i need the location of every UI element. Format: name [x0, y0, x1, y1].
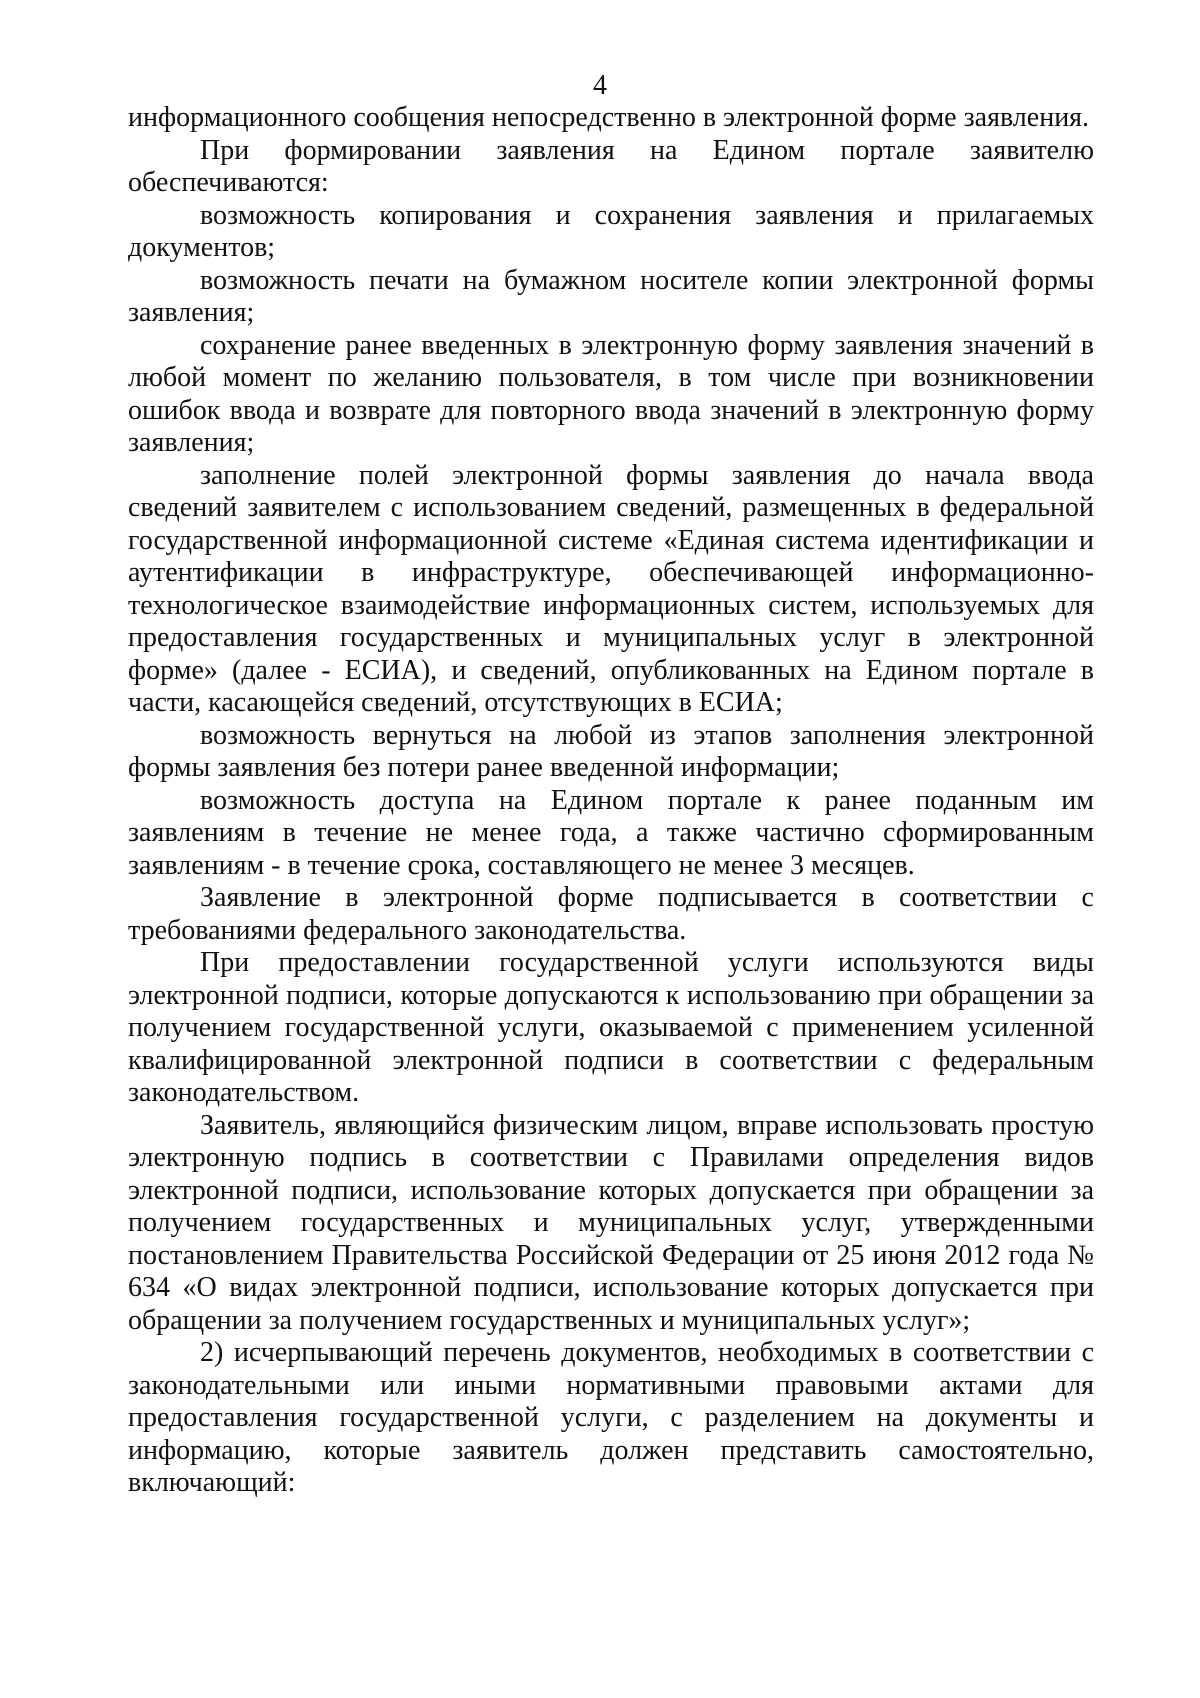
paragraph: возможность печати на бумажном носителе копии электронной формы заявления; [128, 264, 1094, 328]
page-number: 4 [593, 70, 607, 101]
paragraph: возможность копирования и сохранения заявления и прилагаемых документов; [128, 199, 1094, 263]
document-body [128, 102, 1094, 1500]
paragraph: информационного сообщения непосредственно в электронной форме заявления. [128, 102, 1090, 133]
paragraph: сохранение ранее введенных в электронную форму заявления значений в любой момент по желанию пользователя, в том числе при возникновении ошибок ввода и возврате для повторного ввода значений в электронную форму заявления; [128, 329, 1094, 458]
paragraph: 2) исчерпывающий перечень документов, необходимых в соответствии с законодательными или иными нормативными правовыми актами для предоставления государственной услуги, с разделением на документы и информацию, которые заявитель должен представить самостоятельно, включающий: [128, 1337, 1094, 1498]
paragraph: заполнение полей электронной формы заявления до начала ввода сведений заявителем с использованием сведений, размещенных в федеральной государственной информационной системе «Единая система идентификации и аутентификации в инфраструктуре, обеспечивающей информационно-технологическое взаимодействие информационных систем, используемых для предоставления государственных и муниципальных услуг в электронной форме» (далее - ЕСИА), и сведений, опубликованных на Едином портале в части, касающейся сведений, отсутствующих в ЕСИА; [128, 459, 1094, 718]
paragraph: Заявитель, являющийся физическим лицом, вправе использовать простую электронную подпись в соответствии с Правилами определения видов электронной подписи, использование которых допускается при обращении за получением государственных и муниципальных услуг, утвержденными постановлением Правительства Российской Федерации от 25 июня 2012 года № 634 «О видах электронной подписи, использование которых допускается при обращении за получением государственных и муниципальных услуг»; [128, 1109, 1094, 1336]
paragraph: возможность доступа на Едином портале к ранее поданным им заявлениям в течение не менее года, а также частично сформированным заявлениям - в течение срока, составляющего не менее 3 месяцев. [128, 784, 1094, 881]
paragraph: Заявление в электронной форме подписывается в соответствии с требованиями федерального законодательства. [128, 882, 1094, 946]
paragraph: возможность вернуться на любой из этапов заполнения электронной формы заявления без потери ранее введенной информации; [128, 719, 1094, 783]
paragraph: При формировании заявления на Едином портале заявителю обеспечиваются: [128, 134, 1094, 198]
paragraph: При предоставлении государственной услуги используются виды электронной подписи, которые допускаются к использованию при обращении за получением государственной услуги, оказываемой с применением усиленной квалифицированной электронной подписи в соответствии с федеральным законодательством. [128, 947, 1094, 1108]
